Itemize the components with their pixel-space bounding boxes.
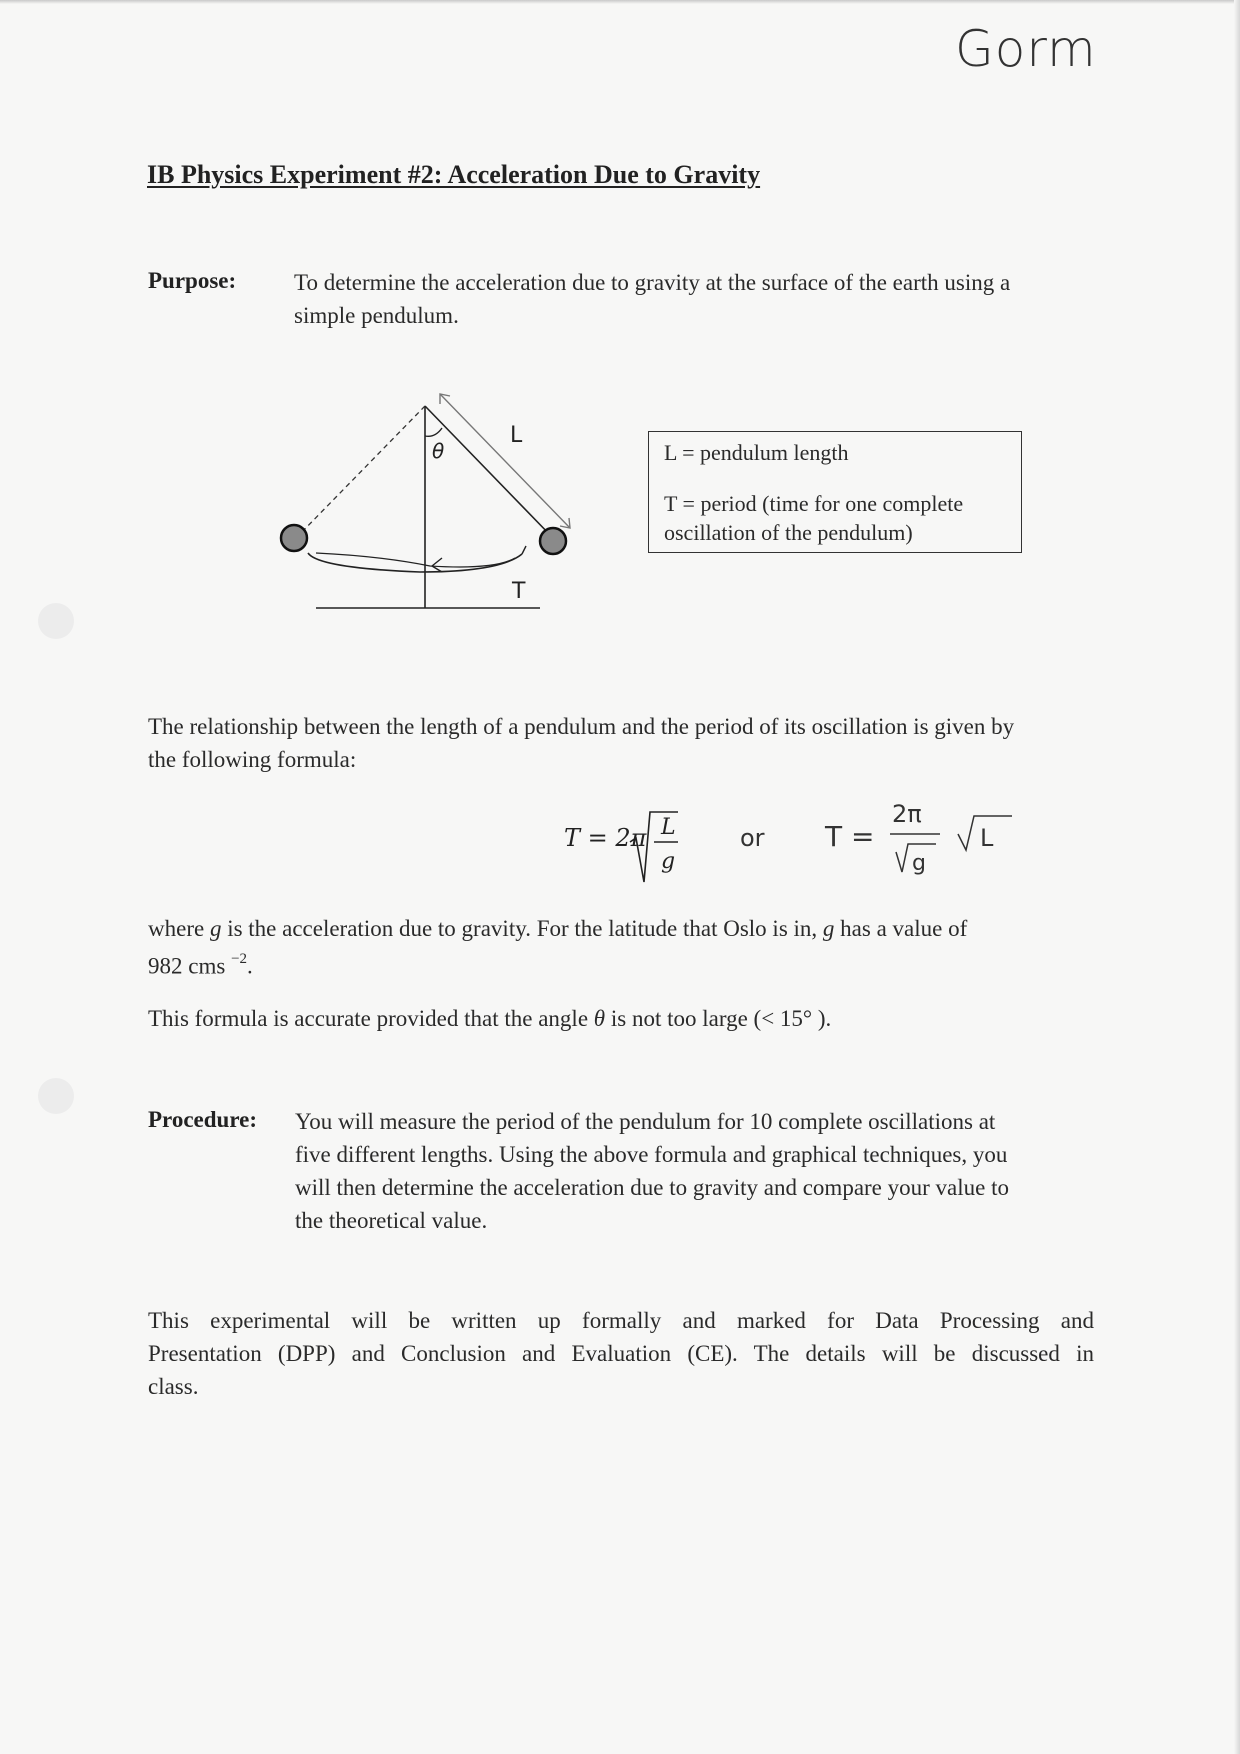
writeup-text [148,1304,1094,1403]
pendulum-bob-left [281,525,307,551]
author-name: Gorm [955,20,1097,78]
procedure-line-4: the theoretical value. [295,1208,488,1233]
page-top-edge [0,0,1240,4]
accuracy-text [148,1002,1108,1035]
writeup-line-3: class. [148,1374,199,1399]
period-label: T [512,579,526,604]
purpose-line-1: To determine the acceleration due to gravity at the surface of the earth using a [294,270,1011,295]
gravity-text-end: has a value of [834,916,968,941]
formula-denominator: g [661,849,676,874]
angle-label: θ [432,439,445,463]
swing-arrowhead [432,558,442,572]
length-arrow [440,394,570,528]
relationship-line-2: the following formula: [148,747,357,772]
punch-hole-upper [38,603,74,639]
accuracy-text-mid: is not too large ( [605,1006,762,1031]
angle-limit: < 15° ). [761,1006,832,1031]
procedure-line-1: You will measure the period of the pendulum for 10 complete oscillations at [295,1109,996,1134]
pendulum-bob-right [540,528,566,554]
pendulum-diagram [270,388,590,618]
writeup-line-1: This experimental will be written up formally and marked for Data Processing and [148,1308,1094,1333]
legend-period-line-2: oscillation of the pendulum) [664,520,913,545]
angle-arc [425,428,442,436]
swing-tick [522,546,526,554]
relationship-line-1: The relationship between the length of a pendulum and the period of its oscillation is given by [148,714,1015,739]
page-right-edge [1234,0,1240,1754]
gravity-text [148,912,1108,983]
punch-hole-lower [38,1078,74,1114]
gravity-period-mark: . [247,953,253,979]
formula-numerator: L [661,815,676,840]
gravity-value: 982 cms [148,953,226,979]
gravity-text-start: where [148,916,210,941]
alt-formula-denominator: g [912,851,926,876]
alt-formula-numerator: 2π [892,800,922,828]
swing-path [308,553,522,572]
length-label: L [510,423,523,448]
gravity-line-2 [148,945,1108,983]
gravity-symbol: g [209,916,222,941]
legend-period-line-1: T = period (time for one complete [664,491,964,516]
legend-length: L = pendulum length [664,440,849,465]
procedure-label: Procedure: [148,1107,258,1132]
purpose-line-2: simple pendulum. [294,303,459,328]
formula-lhs: T = 2π [564,824,647,852]
period-formula [540,782,1060,902]
formula-or: or [740,824,765,852]
procedure-line-3: will then determine the acceleration due to gravity and compare your value to [295,1175,1009,1200]
alt-formula-root: L [980,824,994,852]
swing-path-inner [316,553,515,567]
alt-formula-lhs: T = [825,820,875,853]
purpose-label: Purpose: [148,268,237,293]
gravity-text-mid: is the acceleration due to gravity. For the latitude that Oslo is in, [221,916,823,941]
pendulum-string [425,406,553,538]
gravity-symbol-2: g [822,916,835,941]
procedure-line-2: five different lengths. Using the above formula and graphical techniques, you [295,1142,1008,1167]
procedure-text [295,1105,1115,1237]
gravity-unit-exponent: −2 [231,951,248,967]
accuracy-text-start: This formula is accurate provided that the angle [148,1006,594,1031]
writeup-line-2: Presentation (DPP) and Conclusion and Evaluation (CE). The details will be discussed in [148,1341,1094,1366]
legend-box [648,431,1022,553]
theta-symbol: θ [593,1006,606,1031]
page-title: IB Physics Experiment #2: Acceleration Due to Gravity [147,160,761,189]
relationship-text [148,710,1108,776]
legend-period [664,489,1021,547]
gravity-line-1 [148,912,1108,945]
dashed-string [298,406,425,536]
purpose-text [294,266,1114,332]
